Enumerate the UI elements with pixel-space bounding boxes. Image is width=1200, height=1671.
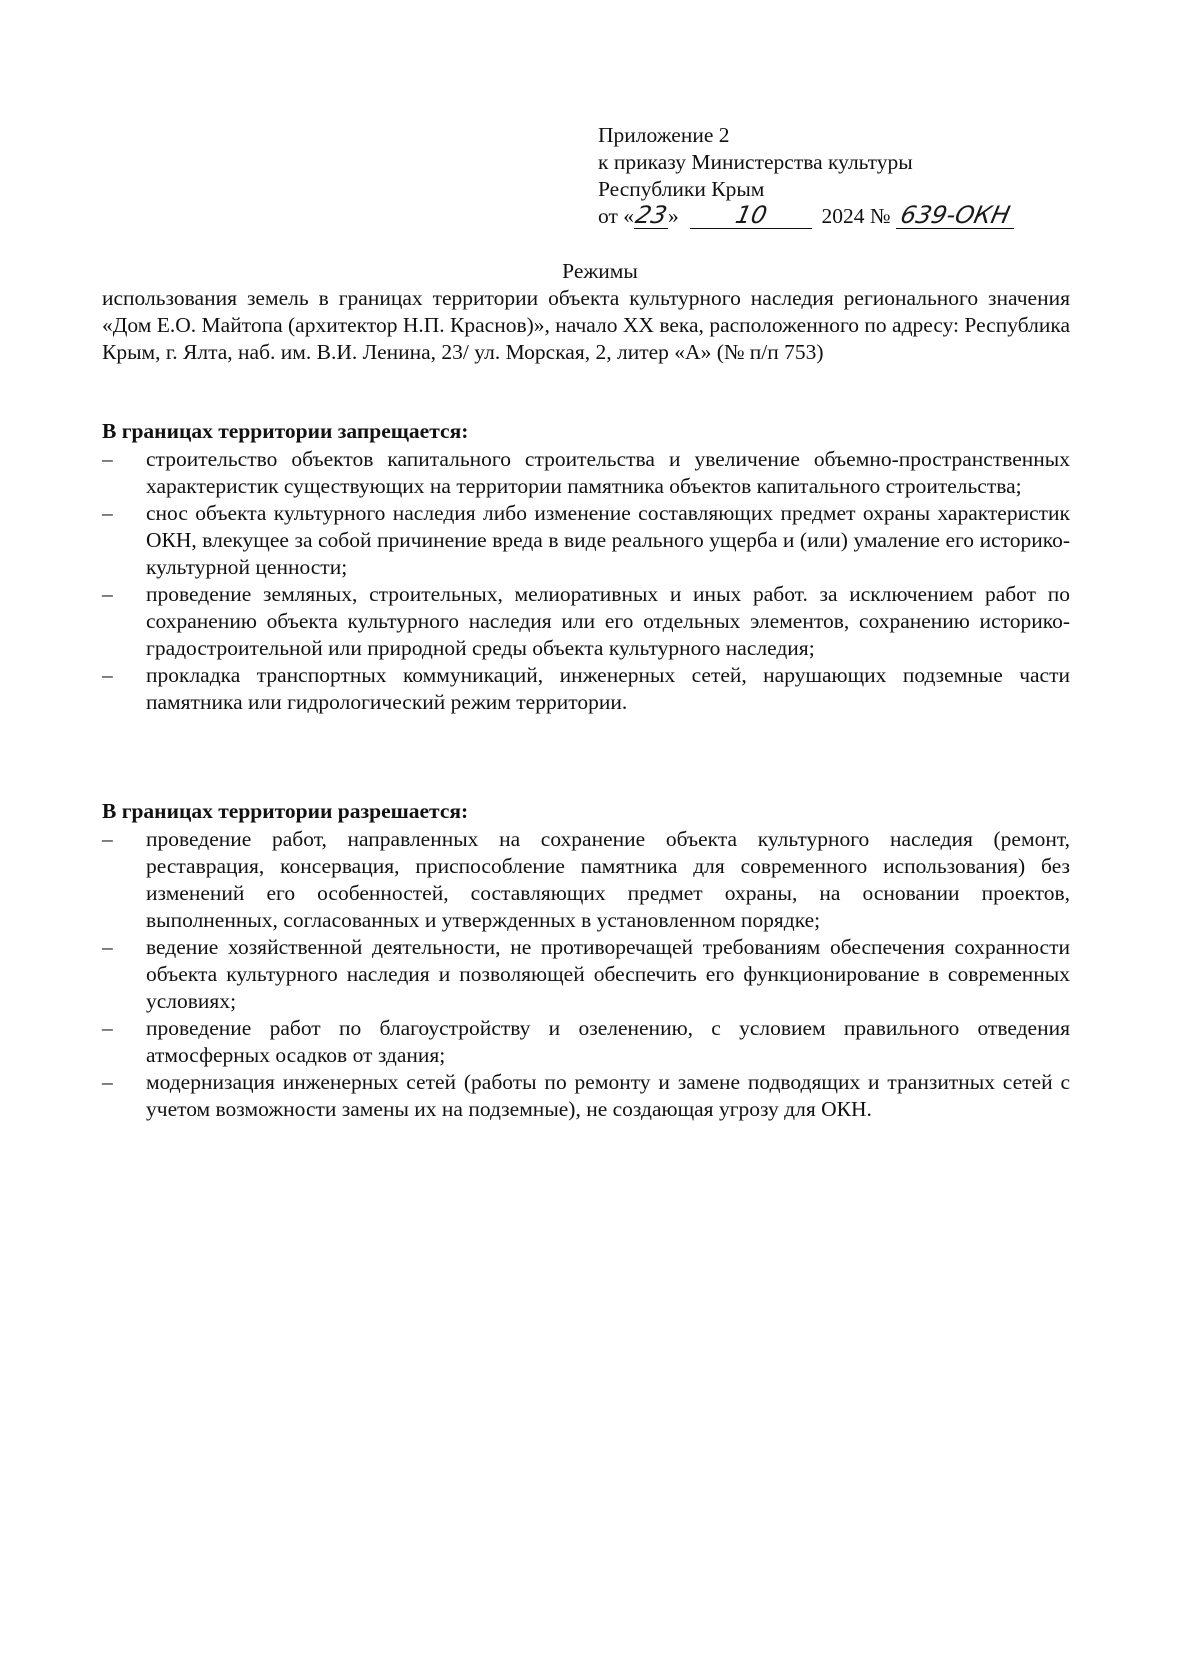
date-prefix: от «: [598, 204, 634, 228]
list-item: [102, 446, 1070, 500]
list-item-text: строительство объектов капитального строительства и увеличение объемно-пространственных характеристик существующих на территории памятника объектов капитального строительства;: [146, 447, 1070, 498]
list-item: [102, 1069, 1070, 1123]
appendix-order-ref: к приказу Министерства культуры: [598, 150, 913, 174]
allowed-list: [102, 826, 1070, 1123]
appendix-republic: Республики Крым: [598, 177, 765, 201]
date-day-handwritten: 23: [632, 201, 670, 229]
prohibited-heading: В границах территории запрещается:: [102, 419, 469, 443]
document-subtitle: использования земель в границах территории объекта культурного наследия регионального значения «Дом Е.О. Майтопа (архитектор Н.П. Краснов)», начало XX века, расположенного по адресу: Республика Крым, г. Ялта, наб. им. В.И. Ленина, 23/ ул. Морская, 2, литер «А» (№ п/п 753): [102, 286, 1070, 364]
appendix-number: Приложение 2: [598, 123, 730, 147]
order-number-field: [896, 203, 1014, 229]
bullet-dash: –: [102, 1016, 113, 1040]
list-item-text: прокладка транспортных коммуникаций, инженерных сетей, нарушающих подземные части памятника или гидрологический режим территории.: [146, 663, 1070, 714]
order-number-handwritten: 639-ОКН: [897, 201, 1012, 229]
document-title: Режимы: [562, 259, 638, 283]
date-day-suffix: »: [668, 204, 679, 228]
list-item-text: модернизация инженерных сетей (работы по ремонту и замене подводящих и транзитных сетей с учетом возможности замены их на подземные), не создающая угрозу для ОКН.: [146, 1070, 1070, 1121]
list-item: [102, 662, 1070, 716]
bullet-dash: –: [102, 1070, 113, 1094]
prohibited-list: [102, 446, 1070, 716]
list-item: [102, 1015, 1070, 1069]
bullet-dash: –: [102, 447, 113, 471]
list-item-text: ведение хозяйственной деятельности, не противоречащей требованиям обеспечения сохранности объекта культурного наследия и позволяющей обеспечить его функционирование в современных условиях;: [146, 935, 1070, 1013]
list-item: [102, 500, 1070, 581]
appendix-date-line: [598, 203, 1014, 230]
allowed-heading: В границах территории разрешается:: [102, 799, 469, 823]
list-item-text: проведение работ, направленных на сохранение объекта культурного наследия (ремонт, реставрация, консервация, приспособление памятника для современного использования) без изменений его особенностей, составляющих предмет охраны, на основании проектов, выполненных, согласованных и утвержденных в установленном порядке;: [146, 827, 1070, 932]
date-month-handwritten: 10: [732, 201, 770, 229]
bullet-dash: –: [102, 582, 113, 606]
bullet-dash: –: [102, 663, 113, 687]
date-day-field: [634, 203, 668, 229]
date-year-number-label: 2024 №: [821, 204, 891, 228]
appendix-header: [598, 122, 1014, 230]
list-item-text: снос объекта культурного наследия либо изменение составляющих предмет охраны характеристик ОКН, влекущее за собой причинение вреда в виде реального ущерба и (или) умаление его историко-культурной ценности;: [146, 501, 1070, 579]
list-item-text: проведение работ по благоустройству и озеленению, с условием правильного отведения атмосферных осадков от здания;: [146, 1016, 1070, 1067]
date-month-field: [690, 203, 812, 229]
bullet-dash: –: [102, 935, 113, 959]
bullet-dash: –: [102, 827, 113, 851]
list-item: [102, 581, 1070, 662]
bullet-dash: –: [102, 501, 113, 525]
list-item: [102, 826, 1070, 934]
list-item: [102, 934, 1070, 1015]
list-item-text: проведение земляных, строительных, мелиоративных и иных работ. за исключением работ по сохранению объекта культурного наследия или его отдельных элементов, сохранению историко-градостроительной или природной среды объекта культурного наследия;: [146, 582, 1070, 660]
